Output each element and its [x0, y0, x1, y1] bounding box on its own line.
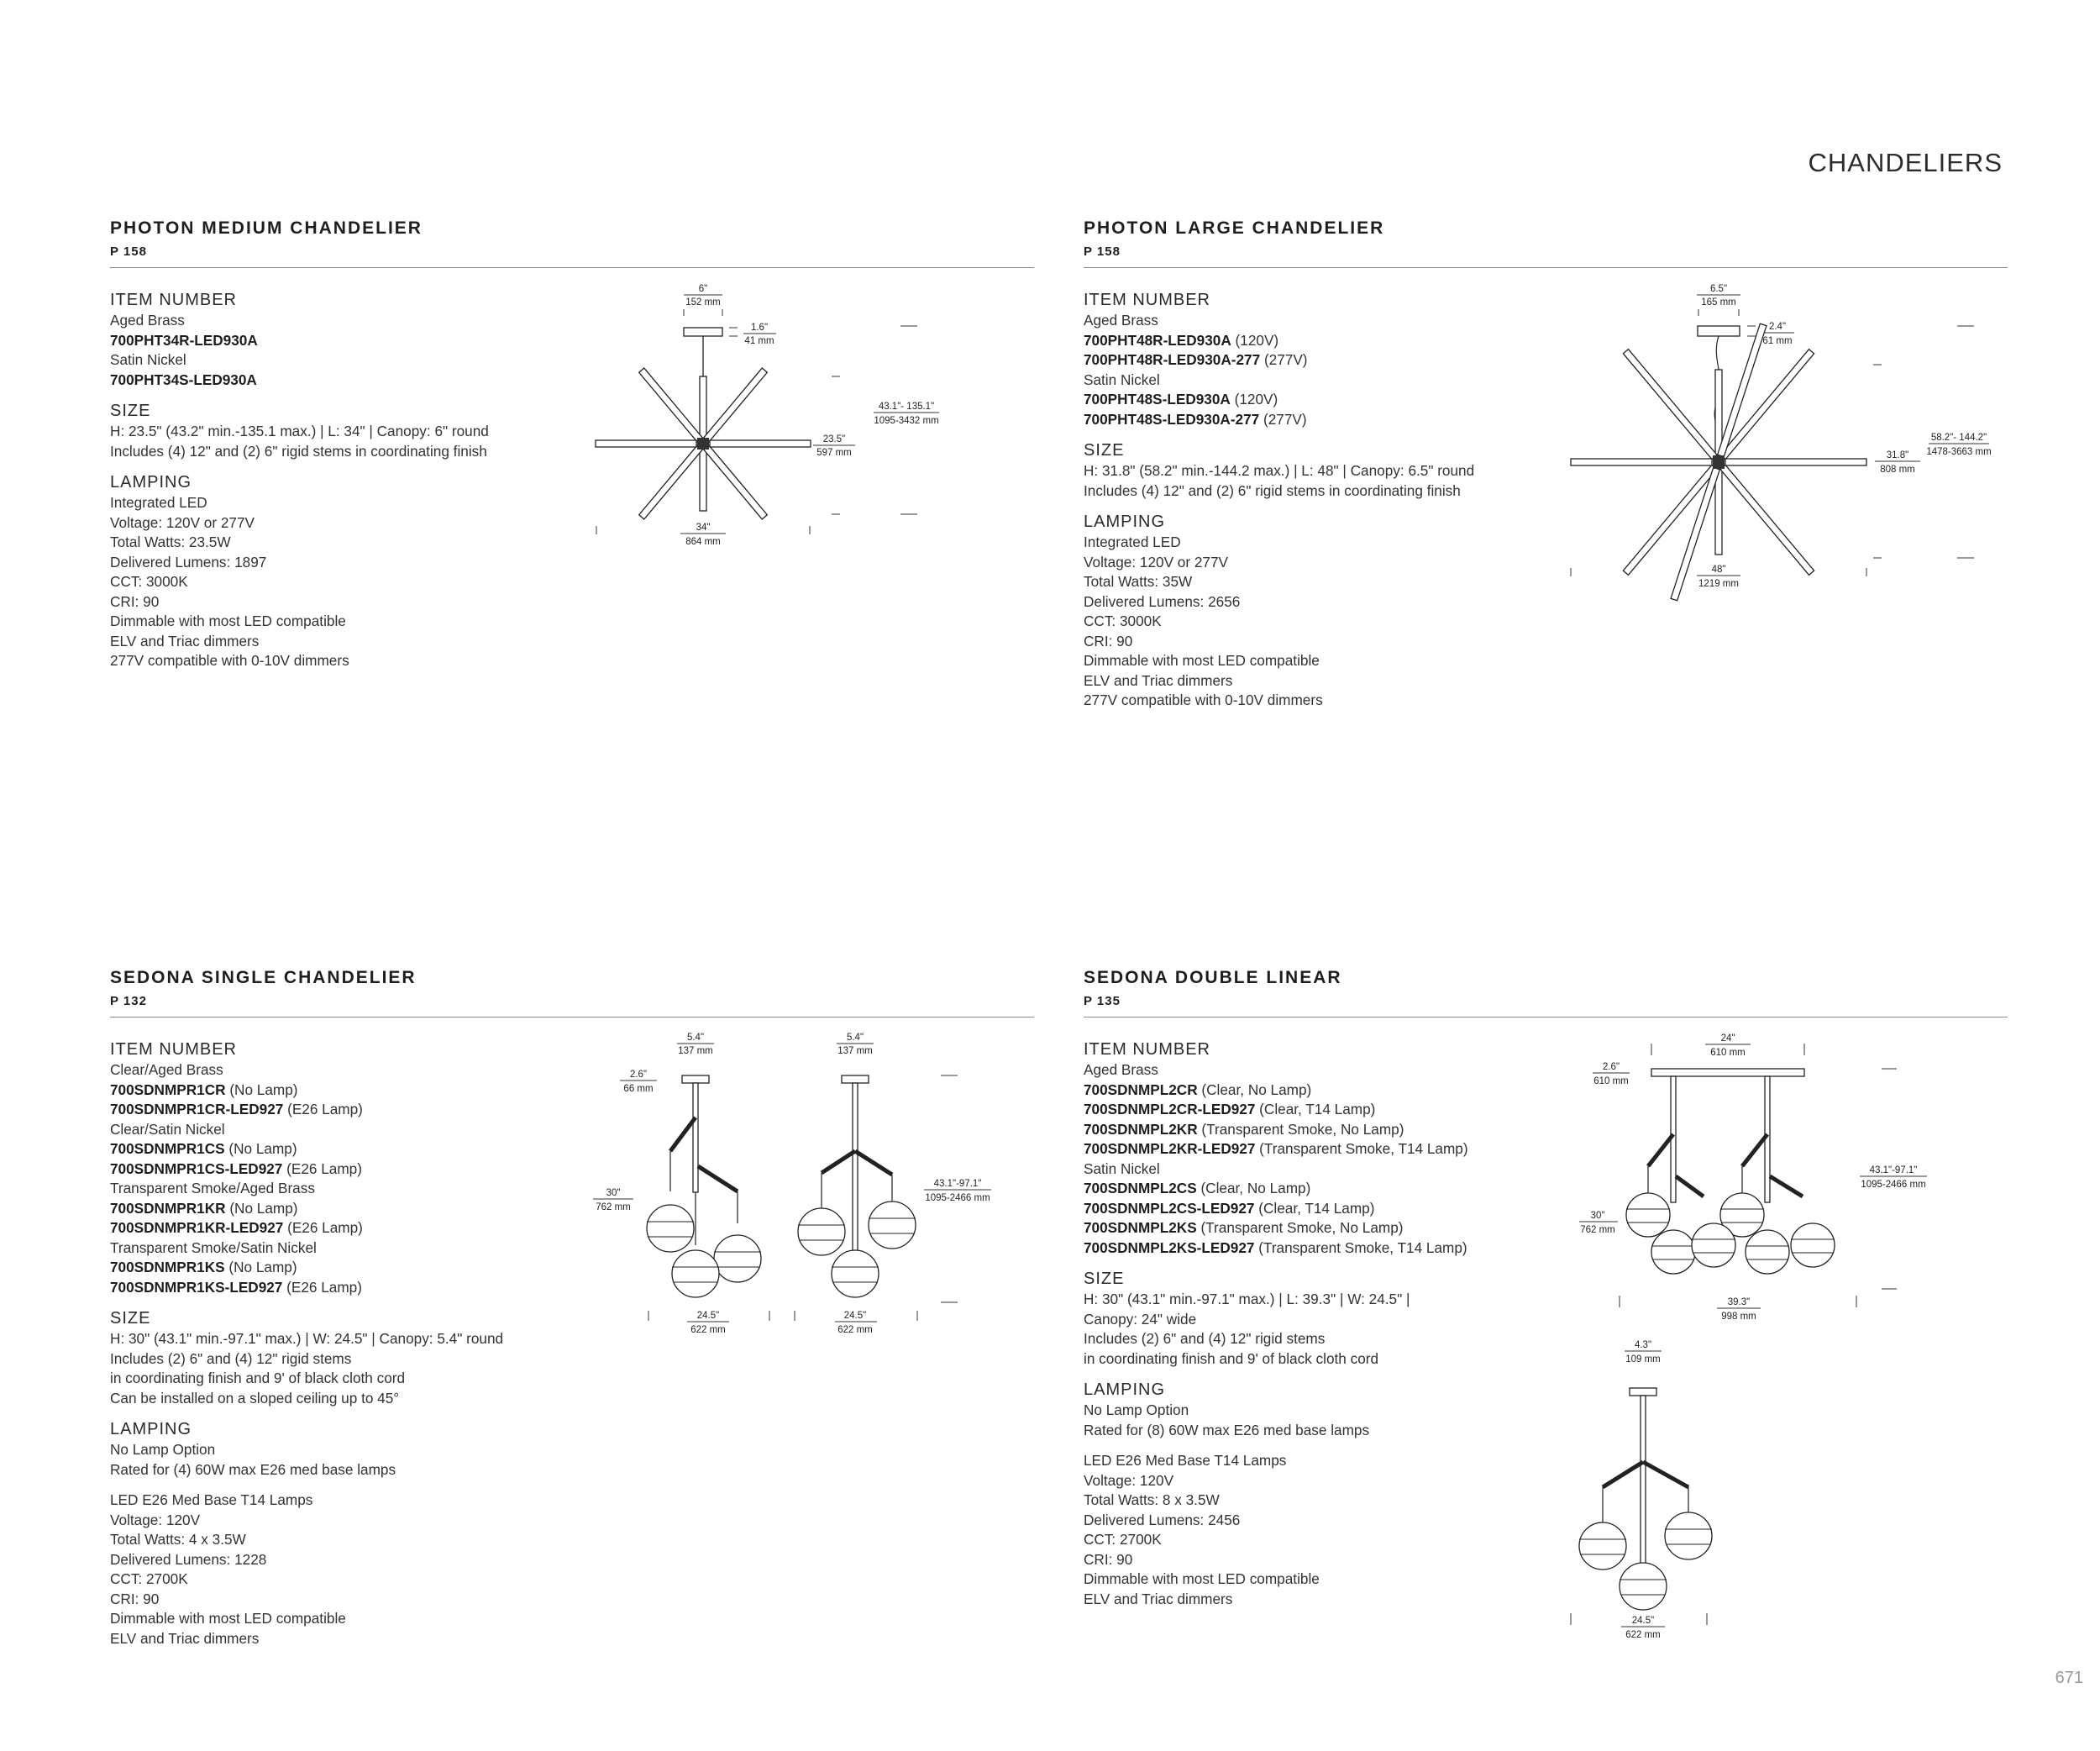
lamping-line: Dimmable with most LED compatible — [110, 613, 346, 629]
item-note: (277V) — [1259, 410, 1307, 428]
item-code: 700SDNMPL2CR — [1084, 1081, 1198, 1098]
section-title: SEDONA SINGLE CHANDELIER — [110, 968, 417, 987]
lamping-line: Delivered Lumens: 1897 — [110, 553, 267, 571]
fixture-height-mm: 762 mm — [596, 1202, 631, 1212]
length-mm: 1219 mm — [1698, 579, 1739, 589]
spec-list — [110, 1039, 580, 1648]
width-mm-side: 622 mm — [837, 1325, 873, 1335]
lamping-line: CCT: 3000K — [1084, 613, 1162, 629]
item-note: (Transparent Smoke, No Lamp) — [1196, 1219, 1404, 1236]
size-line: Includes (4) 12" and (2) 6" rigid stems in coordinating finish — [1084, 481, 1461, 499]
lamping-line: Total Watts: 8 x 3.5W — [1084, 1491, 1220, 1508]
overall-height-mm: 1095-2466 mm — [925, 1193, 990, 1203]
fixture-height-in: 30" — [1590, 1211, 1605, 1221]
fixture-height-dimension — [1873, 365, 1920, 558]
item-code: 700PHT48R-LED930A-277 — [1084, 351, 1261, 368]
section-title: PHOTON MEDIUM CHANDELIER — [110, 218, 423, 238]
finish-label: Aged Brass — [1084, 1061, 1158, 1078]
sedona-double-front-drawing — [1579, 1025, 1932, 1328]
lamping-heading: LAMPING — [1084, 1380, 1166, 1399]
item-code: 700SDNMPR1CS-LED927 — [110, 1159, 283, 1177]
item-row — [1084, 1139, 1554, 1159]
length-in: 34" — [696, 523, 711, 533]
size-heading: SIZE — [110, 1309, 151, 1328]
lamping-line: 277V compatible with 0-10V dimmers — [1084, 691, 1323, 708]
section-divider — [1084, 267, 2008, 268]
lamping-line: CRI: 90 — [1084, 632, 1133, 649]
lamping-heading: LAMPING — [1084, 513, 1166, 531]
lamping-line: Voltage: 120V — [110, 1511, 201, 1528]
item-note: (Clear, No Lamp) — [1197, 1081, 1312, 1098]
item-row — [1084, 1218, 1554, 1238]
canopy-height-in: 2.6" — [629, 1070, 648, 1080]
finish-label: Transparent Smoke/Satin Nickel — [110, 1238, 317, 1256]
item-row — [1084, 1179, 1554, 1199]
lamping-line: CCT: 3000K — [110, 573, 188, 590]
canopy — [1698, 326, 1740, 336]
width-in-side: 24.5" — [843, 1311, 867, 1321]
item-row — [110, 1139, 580, 1159]
fixture-height-dimension — [593, 1188, 633, 1212]
linear-canopy — [1651, 1069, 1804, 1076]
lamping-line: ELV and Triac dimmers — [1084, 1590, 1233, 1607]
item-code: 700SDNMPR1KR — [110, 1199, 226, 1217]
item-note: (E26 Lamp) — [282, 1278, 362, 1296]
item-note: (Clear, T14 Lamp) — [1255, 1101, 1376, 1117]
canopy-height-in: 2.4" — [1768, 322, 1787, 332]
item-code: 700SDNMPR1KS-LED927 — [110, 1278, 283, 1296]
fixture-height-mm: 597 mm — [816, 448, 852, 458]
lamping-line: ELV and Triac dimmers — [110, 1629, 260, 1647]
item-row — [110, 1258, 580, 1278]
sedona-double-front-view — [1626, 1076, 1835, 1274]
item-row — [1084, 390, 1554, 410]
sedona-side-view — [798, 1075, 916, 1297]
item-row — [110, 1081, 580, 1101]
item-row — [110, 1199, 580, 1219]
canopy-height-mm: 61 mm — [1762, 336, 1793, 346]
width-dimension-front — [648, 1311, 769, 1335]
lamping-line: Delivered Lumens: 2456 — [1084, 1511, 1241, 1528]
page-reference: P 158 — [1084, 245, 1121, 259]
canopy-width-mm: 152 mm — [685, 297, 721, 308]
item-row — [1084, 1120, 1554, 1140]
lamping-line: Total Watts: 23.5W — [110, 534, 231, 550]
size-line: H: 30" (43.1" min.-97.1" max.) | L: 39.3" | W: 24.5" | — [1084, 1291, 1410, 1307]
width-mm-front: 622 mm — [690, 1325, 726, 1335]
sedona-single-dimension-drawing — [588, 1025, 1008, 1344]
item-note: (E26 Lamp) — [283, 1219, 363, 1236]
item-code: 700SDNMPL2KS — [1084, 1219, 1197, 1236]
section-title: SEDONA DOUBLE LINEAR — [1084, 968, 1342, 987]
fixture-height-in: 23.5" — [822, 434, 846, 444]
length-mm: 998 mm — [1721, 1312, 1756, 1322]
item-code: 700SDNMPR1CS — [110, 1140, 225, 1157]
item-code: 700PHT48S-LED930A-277 — [1084, 410, 1260, 428]
side-width-mm: 622 mm — [1625, 1630, 1661, 1640]
item-code: 700PHT48R-LED930A — [1084, 331, 1231, 349]
sedona-front-view — [647, 1075, 761, 1297]
finish-label: Aged Brass — [110, 312, 185, 329]
item-code: 700SDNMPL2CR-LED927 — [1084, 1101, 1256, 1117]
lamping-line: Delivered Lumens: 1228 — [110, 1550, 267, 1568]
item-code: 700PHT34R-LED930A — [110, 331, 258, 349]
canopy-width-mm: 610 mm — [1710, 1048, 1746, 1058]
width-in-front: 24.5" — [696, 1311, 720, 1321]
fixture-height-mm: 762 mm — [1580, 1225, 1615, 1235]
photon-arms — [1571, 323, 1866, 601]
item-code: 700SDNMPR1CR-LED927 — [110, 1101, 284, 1117]
lamping-line: ELV and Triac dimmers — [110, 632, 260, 649]
photon-medium-dimension-drawing — [588, 277, 974, 555]
page-reference: P 135 — [1084, 994, 1121, 1008]
side-canopy-mm: 109 mm — [1625, 1354, 1661, 1365]
canopy-height-dimension — [620, 1070, 657, 1094]
item-note: (No Lamp) — [224, 1259, 297, 1275]
size-line: in coordinating finish and 9' of black cloth cord — [1084, 1349, 1379, 1367]
page-title: CHANDELIERS — [1808, 148, 2003, 177]
overall-height-mm: 1478-3663 mm — [1926, 447, 1992, 457]
canopy-height-in: 2.6" — [1602, 1062, 1620, 1072]
page-reference: P 132 — [110, 994, 147, 1008]
finish-label: Clear/Aged Brass — [110, 1061, 223, 1078]
item-note: (E26 Lamp) — [283, 1101, 363, 1117]
item-code: 700PHT48S-LED930A — [1084, 391, 1231, 408]
page-number: 671 — [2055, 1669, 2083, 1687]
canopy-height-mm: 41 mm — [744, 336, 774, 346]
item-row — [1084, 1100, 1554, 1120]
lamping-group-gap — [1084, 1440, 1554, 1451]
width-dimension-side — [795, 1311, 917, 1335]
fixture-height-mm: 808 mm — [1880, 465, 1915, 475]
lamping-line: Voltage: 120V or 277V — [110, 513, 255, 531]
lamping-heading: LAMPING — [110, 1420, 192, 1438]
canopy-width-dimension — [677, 1033, 714, 1056]
size-line: Includes (2) 6" and (4) 12" rigid stems — [1084, 1330, 1326, 1347]
lamping-line: CRI: 90 — [110, 592, 160, 610]
overall-height-in: 43.1"-97.1" — [1869, 1165, 1918, 1175]
canopy — [684, 328, 722, 336]
finish-label: Satin Nickel — [110, 351, 186, 368]
item-note: (Transparent Smoke, T14 Lamp) — [1255, 1140, 1468, 1157]
length-mm: 864 mm — [685, 537, 721, 547]
lamping-heading: LAMPING — [110, 473, 192, 492]
fixture-height-in: 30" — [606, 1188, 621, 1198]
item-note: (No Lamp) — [225, 1199, 298, 1217]
canopy-width-mm: 137 mm — [678, 1046, 713, 1056]
canopy-width-in-side: 5.4" — [846, 1033, 864, 1043]
canopy-width-dimension-side — [837, 1033, 874, 1056]
item-number-heading: ITEM NUMBER — [110, 291, 237, 309]
canopy-width-dimension — [684, 284, 722, 316]
item-row — [110, 1278, 580, 1298]
fixture-height-dimension — [813, 376, 855, 514]
item-note: (Transparent Smoke, T14 Lamp) — [1254, 1238, 1467, 1256]
item-code: 700SDNMPL2KS-LED927 — [1084, 1238, 1255, 1256]
lamping-line: Delivered Lumens: 2656 — [1084, 592, 1241, 610]
lamping-line: LED E26 Med Base T14 Lamps — [110, 1491, 313, 1508]
side-width-dimension — [1571, 1613, 1707, 1640]
item-row — [1084, 1238, 1554, 1259]
item-code: 700SDNMPR1CR — [110, 1081, 226, 1098]
finish-label: Transparent Smoke/Aged Brass — [110, 1180, 315, 1196]
overall-height-dimension — [1860, 1069, 1927, 1289]
canopy-width-mm-side: 137 mm — [837, 1046, 873, 1056]
lamping-line: 277V compatible with 0-10V dimmers — [110, 652, 349, 669]
side-canopy-dimension — [1625, 1340, 1662, 1365]
canopy-width-in: 6.5" — [1709, 284, 1728, 294]
size-heading: SIZE — [110, 402, 151, 420]
item-row — [110, 371, 580, 391]
spec-list — [1084, 1039, 1554, 1609]
side-width-in: 24.5" — [1631, 1616, 1655, 1626]
overall-height-in: 43.1"- 135.1" — [878, 402, 935, 412]
length-in: 39.3" — [1727, 1297, 1751, 1307]
size-line: H: 31.8" (58.2" min.-144.2 max.) | L: 48" | Canopy: 6.5" round — [1084, 462, 1475, 479]
sedona-double-side-view — [1579, 1388, 1712, 1610]
canopy-height-dimension — [729, 323, 776, 346]
item-note: (120V) — [1231, 331, 1279, 349]
overall-height-dimension — [874, 326, 939, 514]
canopy-width-dimension — [1651, 1033, 1804, 1058]
lamping-line: Total Watts: 35W — [1084, 573, 1193, 590]
lamping-line: CRI: 90 — [110, 1590, 160, 1607]
item-row — [1084, 410, 1554, 430]
lamping-line: Total Watts: 4 x 3.5W — [110, 1531, 246, 1548]
lamping-line: Integrated LED — [1084, 534, 1181, 550]
canopy-height-mm: 66 mm — [623, 1084, 654, 1094]
lamping-line: Voltage: 120V or 277V — [1084, 553, 1229, 571]
canopy-height-mm: 610 mm — [1593, 1076, 1629, 1086]
fixture-height-in: 31.8" — [1886, 450, 1909, 460]
lamping-line: Dimmable with most LED compatible — [1084, 652, 1320, 669]
lamping-line: CCT: 2700K — [1084, 1531, 1162, 1548]
canopy-height-in: 1.6" — [750, 323, 769, 333]
length-dimension — [596, 523, 810, 547]
canopy-width-dimension — [1697, 284, 1740, 316]
item-row — [110, 331, 580, 351]
item-row — [1084, 1199, 1554, 1219]
spec-list — [1084, 289, 1554, 711]
item-note: (277V) — [1260, 351, 1308, 368]
lamping-line: Rated for (8) 60W max E26 med base lamps — [1084, 1421, 1370, 1438]
item-note: (Clear, T14 Lamp) — [1254, 1199, 1375, 1217]
item-row — [1084, 1081, 1554, 1101]
item-code: 700SDNMPL2CS-LED927 — [1084, 1199, 1255, 1217]
lamping-line: Dimmable with most LED compatible — [110, 1610, 346, 1627]
item-code: 700PHT34S-LED930A — [110, 371, 257, 388]
item-row — [110, 1218, 580, 1238]
item-note: (Transparent Smoke, No Lamp) — [1197, 1120, 1404, 1138]
lamping-line: Rated for (4) 60W max E26 med base lamps — [110, 1460, 396, 1478]
canopy-width-in: 24" — [1720, 1033, 1735, 1044]
item-row — [1084, 331, 1554, 351]
item-note: (Clear, No Lamp) — [1196, 1180, 1311, 1196]
item-number-heading: ITEM NUMBER — [1084, 1040, 1210, 1059]
size-line: in coordinating finish and 9' of black cloth cord — [110, 1370, 406, 1386]
canopy-width-mm: 165 mm — [1701, 297, 1736, 308]
lamping-line: LED E26 Med Base T14 Lamps — [1084, 1452, 1287, 1469]
size-line: Can be installed on a sloped ceiling up to 45° — [110, 1389, 400, 1407]
item-number-heading: ITEM NUMBER — [110, 1040, 237, 1059]
finish-label: Satin Nickel — [1084, 1159, 1160, 1177]
lamping-line: No Lamp Option — [1084, 1401, 1189, 1418]
finish-label: Clear/Satin Nickel — [110, 1120, 225, 1138]
item-note: (No Lamp) — [225, 1081, 298, 1098]
spec-list — [110, 289, 580, 671]
item-note: (120V) — [1230, 391, 1278, 408]
overall-height-dimension — [924, 1075, 991, 1302]
lamping-line: CCT: 2700K — [110, 1570, 188, 1587]
size-line: Canopy: 24" wide — [1084, 1310, 1197, 1328]
canopy-width-in: 5.4" — [686, 1033, 705, 1043]
lamping-line: Integrated LED — [110, 494, 207, 511]
item-code: 700SDNMPR1KS — [110, 1259, 225, 1275]
section-divider — [110, 267, 1034, 268]
item-note: (No Lamp) — [224, 1140, 297, 1157]
overall-height-dimension — [1926, 326, 1991, 558]
item-code: 700SDNMPR1KR-LED927 — [110, 1219, 284, 1236]
finish-label: Satin Nickel — [1084, 371, 1160, 388]
page-reference: P 158 — [110, 245, 147, 259]
photon-large-dimension-drawing — [1562, 277, 2033, 597]
item-note: (E26 Lamp) — [282, 1159, 362, 1177]
photon-arms — [596, 368, 811, 519]
size-line: Includes (4) 12" and (2) 6" rigid stems in coordinating finish — [110, 442, 487, 460]
overall-height-mm: 1095-2466 mm — [1861, 1180, 1926, 1190]
lamping-group-gap — [110, 1480, 580, 1491]
overall-height-mm: 1095-3432 mm — [874, 416, 939, 426]
length-dimension — [1620, 1296, 1856, 1322]
size-line: H: 23.5" (43.2" min.-135.1 max.) | L: 34" | Canopy: 6" round — [110, 423, 489, 439]
lamping-line: No Lamp Option — [110, 1441, 216, 1458]
lamping-line: CRI: 90 — [1084, 1550, 1133, 1568]
item-number-heading: ITEM NUMBER — [1084, 291, 1210, 309]
side-canopy-in: 4.3" — [1634, 1340, 1652, 1350]
length-dimension — [1571, 565, 1866, 589]
item-row — [1084, 350, 1554, 371]
sedona-double-side-drawing — [1562, 1336, 1747, 1647]
canopy-height-dimension — [1593, 1062, 1630, 1086]
lamping-line: ELV and Triac dimmers — [1084, 671, 1233, 689]
overall-height-in: 58.2"- 144.2" — [1930, 433, 1987, 443]
size-heading: SIZE — [1084, 1270, 1125, 1288]
item-code: 700SDNMPL2KR — [1084, 1120, 1198, 1138]
size-line: H: 30" (43.1" min.-97.1" max.) | W: 24.5" | Canopy: 5.4" round — [110, 1330, 504, 1347]
overall-height-in: 43.1"-97.1" — [933, 1179, 982, 1189]
item-code: 700SDNMPL2CS — [1084, 1180, 1197, 1196]
size-line: Includes (2) 6" and (4) 12" rigid stems — [110, 1349, 352, 1367]
canopy-width-in: 6" — [698, 284, 708, 294]
finish-label: Aged Brass — [1084, 312, 1158, 329]
lamping-line: Voltage: 120V — [1084, 1471, 1174, 1489]
section-title: PHOTON LARGE CHANDELIER — [1084, 218, 1385, 238]
item-row — [110, 1159, 580, 1180]
fixture-height-dimension — [1579, 1211, 1618, 1235]
item-row — [110, 1100, 580, 1120]
length-in: 48" — [1711, 565, 1726, 575]
item-code: 700SDNMPL2KR-LED927 — [1084, 1140, 1256, 1157]
lamping-line: Dimmable with most LED compatible — [1084, 1570, 1320, 1587]
size-heading: SIZE — [1084, 441, 1125, 460]
